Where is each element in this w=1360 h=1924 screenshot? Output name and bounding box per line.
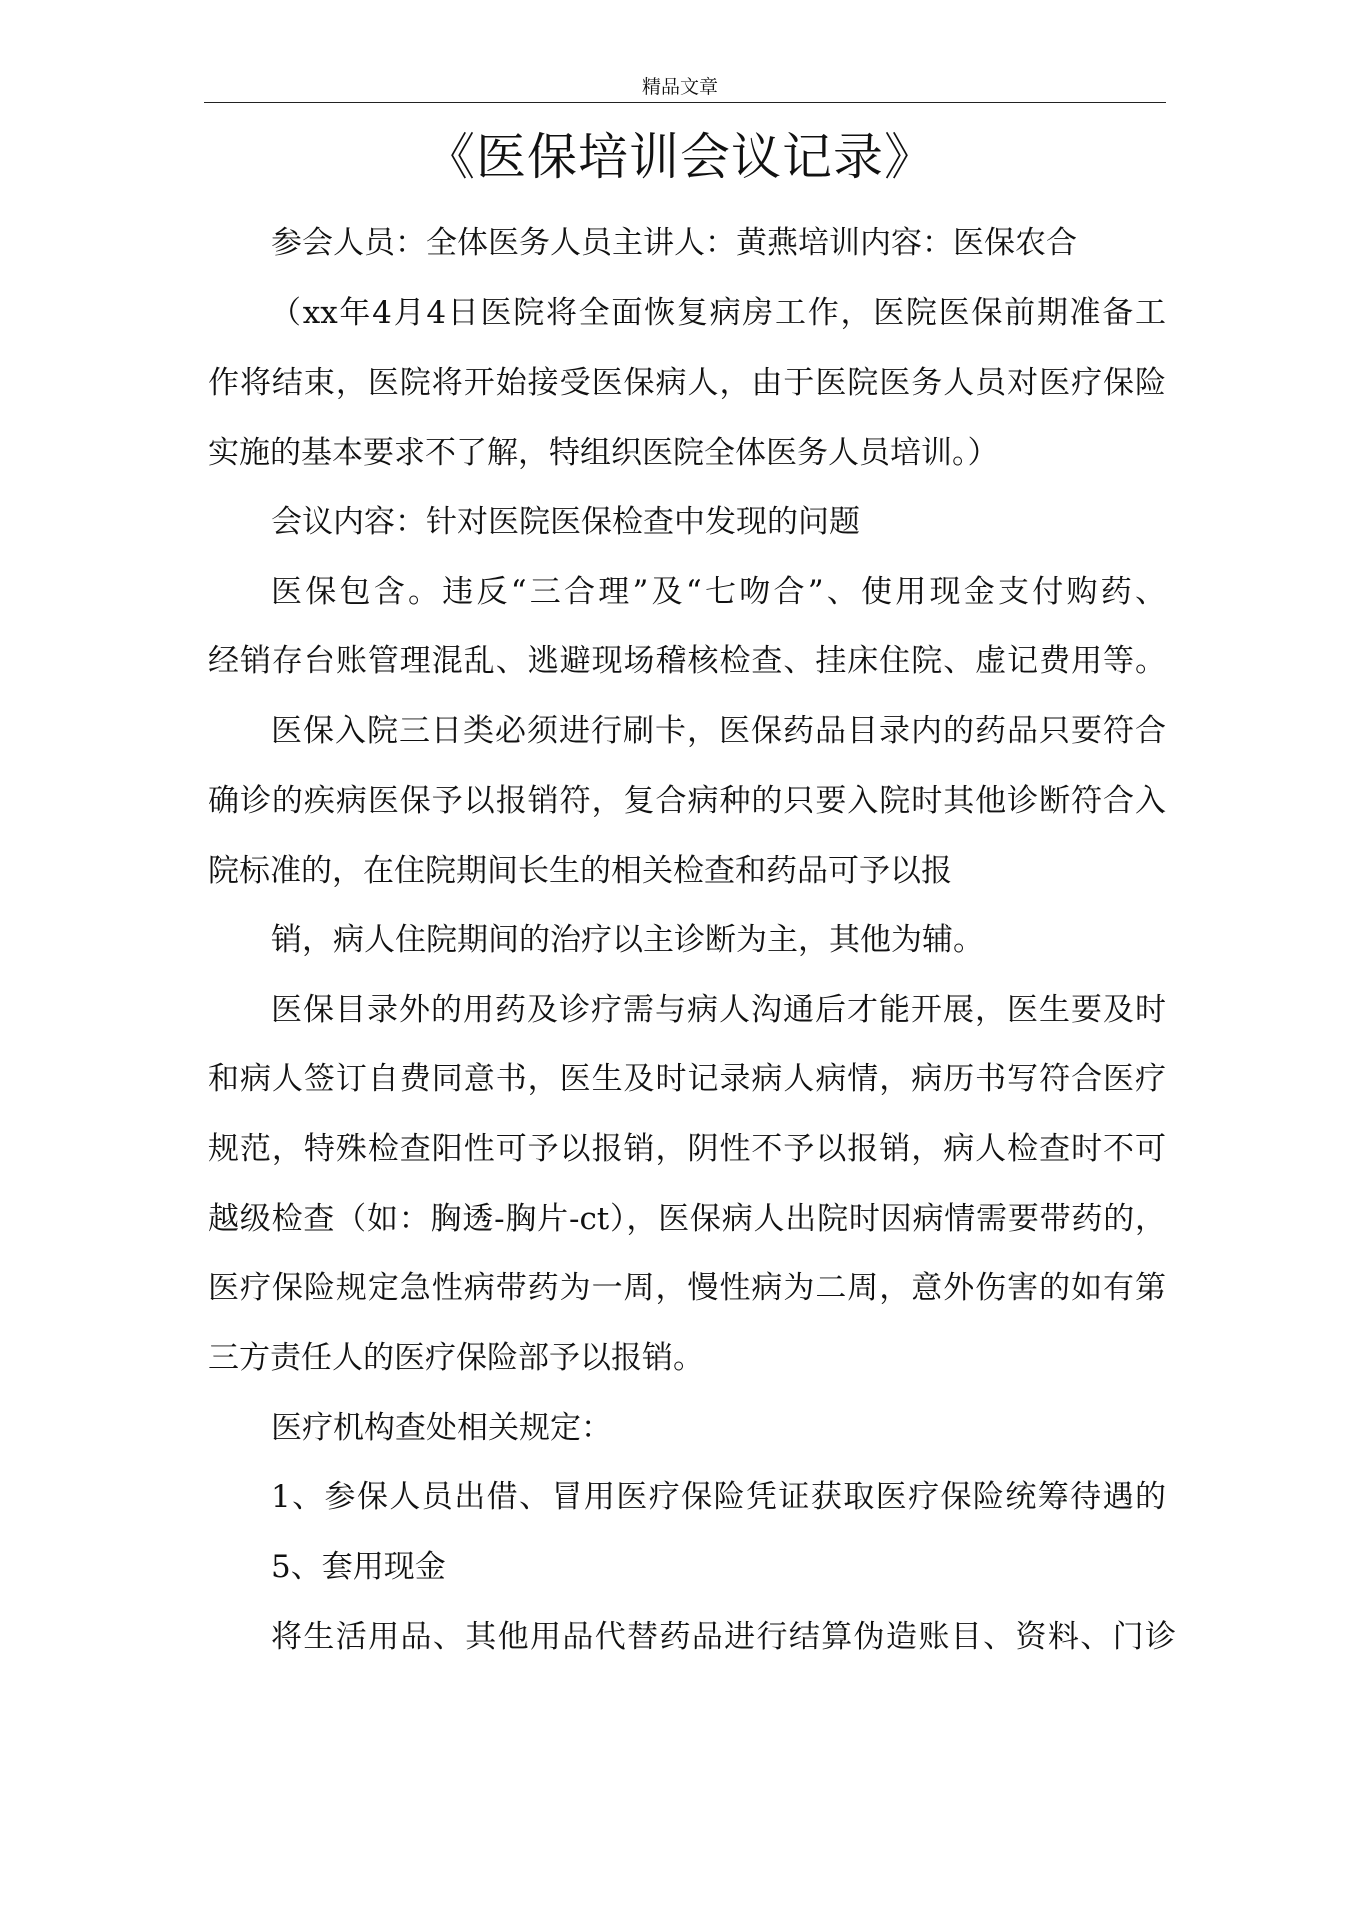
body-line: 会议内容：针对医院医保检查中发现的问题 bbox=[271, 504, 860, 540]
body-line: 1、参保人员出借、冒用医疗保险凭证获取医疗保险统筹待遇的 bbox=[271, 1479, 1166, 1515]
body-line: 5、套用现金 bbox=[271, 1549, 446, 1585]
body-line: （xx年4月4日医院将全面恢复病房工作，医院医保前期准备工 bbox=[270, 295, 1166, 331]
body-line: 经销存台账管理混乱、逃避现场稽核检查、挂床住院、虚记费用等。 bbox=[208, 643, 1166, 679]
body-line: 将生活用品、其他用品代替药品进行结算伪造账目、资料、门诊 bbox=[271, 1619, 1176, 1655]
body-line: 医保入院三日类必须进行刷卡，医保药品目录内的药品只要符合 bbox=[271, 713, 1166, 749]
body-line: 销，病人住院期间的治疗以主诊断为主，其他为辅。 bbox=[271, 922, 984, 958]
document-title: 《医保培训会议记录》 bbox=[425, 128, 935, 186]
body-line: 规范，特殊检查阳性可予以报销，阴性不予以报销，病人检查时不可 bbox=[208, 1131, 1166, 1167]
body-line: 医保包含。违反“三合理”及“七吻合”、使用现金支付购药、 bbox=[271, 574, 1166, 610]
body-line: 医疗保险规定急性病带药为一周，慢性病为二周，意外伤害的如有第 bbox=[208, 1270, 1166, 1306]
body-line: 医疗机构查处相关规定： bbox=[271, 1410, 612, 1446]
body-line: 医保目录外的用药及诊疗需与病人沟通后才能开展，医生要及时 bbox=[271, 992, 1166, 1028]
body-line: 实施的基本要求不了解，特组织医院全体医务人员培训。） bbox=[208, 435, 999, 471]
header-divider bbox=[204, 102, 1166, 103]
header-text: 精品文章 bbox=[641, 76, 718, 98]
body-line: 作将结束，医院将开始接受医保病人，由于医院医务人员对医疗保险 bbox=[208, 365, 1166, 401]
body-line: 院标准的，在住院期间长生的相关检查和药品可予以报 bbox=[208, 853, 952, 889]
body-line: 越级检查（如：胸透-胸片-ct），医保病人出院时因病情需要带药的， bbox=[208, 1201, 1166, 1237]
body-line: 三方责任人的医疗保险部予以报销。 bbox=[208, 1340, 704, 1376]
body-line: 参会人员：全体医务人员主讲人：黄燕培训内容：医保农合 bbox=[271, 225, 1077, 261]
body-line: 确诊的疾病医保予以报销符，复合病种的只要入院时其他诊断符合入 bbox=[208, 783, 1166, 819]
body-line: 和病人签订自费同意书，医生及时记录病人病情，病历书写符合医疗 bbox=[208, 1061, 1166, 1097]
